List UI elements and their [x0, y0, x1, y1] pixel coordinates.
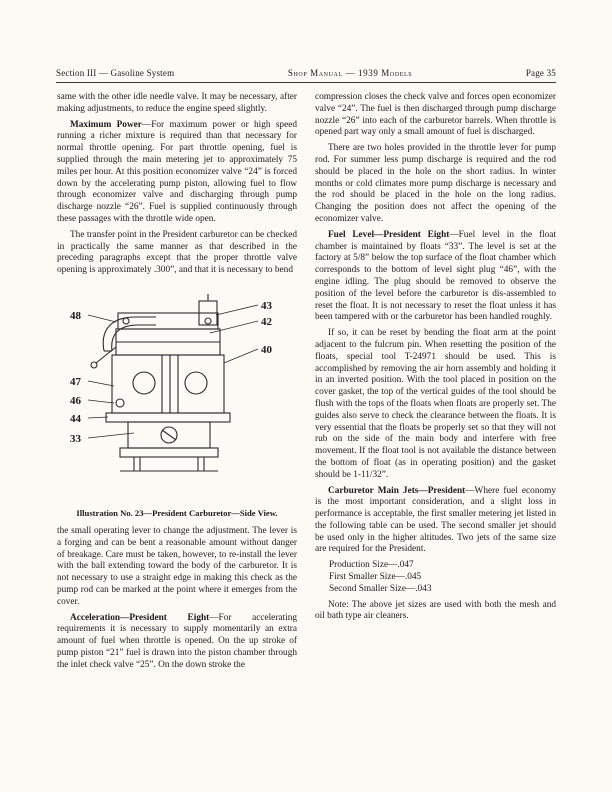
callout-47: 47	[70, 375, 81, 388]
paragraph	[315, 328, 556, 481]
paragraph-text: —For accelerating requirements it is necessary to supply momentarily an extra amount of fuel when throttle is opened. On the up stroke of pump piston “21” fuel is drawn into the piston chamber through the inlet check valve “25”. On the down stroke the	[57, 612, 297, 670]
header-manual-title: Shop Manual — 1939 Models	[287, 68, 413, 78]
paragraph-text: The transfer point in the President carburetor can be checked in practically the same manner as that described in the preceding paragraphs except that the proper throttle valve opening is approximately .300”, and that it is necessary to bend	[57, 229, 297, 276]
paragraph	[57, 613, 297, 672]
paragraph	[315, 143, 556, 226]
paragraph-text: If so, it can be reset by bending the float arm at the point adjacent to the fulcrum pin. When resetting the position of the floats, special tool T-24971 should be used. This is accomplished by removing the air horn assembly and holding it in an inverted position. With the tool placed in position on the cover gasket, the top of the vertical guides of the tool should be flush with the tops of the floats when floats are properly set. The guides also serve to check the clearance between the floats. It is very essential that the floats be properly set so that they will not rub on the side of the main body and interfere with free movement. If the float tool is not available the distance between the bottom of float (as in operating position) and the gasket should be 1-11/32”.	[315, 328, 556, 480]
paragraph	[315, 230, 556, 324]
right-column	[315, 92, 556, 627]
header-section-title: Section III — Gasoline System	[56, 68, 175, 78]
paragraph	[57, 230, 297, 277]
figure-caption: Illustration No. 23—President Carburetor—Side View.	[76, 507, 278, 518]
paragraph-text: —For maximum power or high speed running a richer mixture is required than that necessary for normal throttle opening. For part throttle opening, fuel is supplied through the main metering jet to approximately 75 miles per hour. At this position economizer valve “24” is forced down by the accelerating pump piston, allowing fuel to flow through economizer valve and discharging through pump discharge nozzle “26”. Fuel is supplied continuously through these passages with the throttle wide open.	[57, 119, 297, 224]
paragraph	[57, 120, 297, 226]
paragraph-text: compression closes the check valve and forces open economizer valve “24”. The fuel is then discharged through pump discharge nozzle “26” into each of the carburetor barrels. When throttle is opened part way only a small amount of fuel is discharged.	[315, 92, 556, 138]
carburetor-figure	[57, 289, 297, 506]
callout-33: 33	[70, 432, 81, 445]
paragraph-text: same with the other idle needle valve. It may be necessary, after making adjustments, to reduce the engine speed slightly.	[57, 92, 297, 114]
page-header	[56, 68, 556, 78]
left-column	[57, 92, 297, 676]
paragraph	[57, 526, 297, 609]
paragraph-text: the small operating lever to change the adjustment. The lever is a forging and can be bent a reasonable amount without danger of breakage. Care must be taken, however, to re-install the lever with the ball extending toward the body of the carburetor. It is not necessary to use a straight edge in making this check as the pump rod can be marked at the point where it emerges from the cover.	[57, 525, 297, 607]
paragraph-text: There are two holes provided in the throttle lever for pump rod. For summer less pump discharge is required and the rod should be placed in the hole on the short radius. In winter months or cold climates more pump discharge is necessary and the rod should be placed in the hole on the long radius. Changing the position does not affect the opening of the economizer valve.	[315, 143, 556, 224]
paragraph-text: —Where fuel economy is the most important consideration, and a slight loss in performance is acceptable, the first smaller metering jet listed in the following table can be used. The second smaller jet should be used only in the higher altitudes. Two jets of the same size are required for the President.	[315, 485, 556, 555]
jet-size-row: Production Size—.047	[329, 560, 414, 571]
callout-46: 46	[70, 394, 81, 407]
header-rule	[56, 82, 556, 83]
jet-size-table	[329, 560, 556, 595]
paragraph-lead: Acceleration—President Eight	[70, 612, 210, 623]
paragraph-lead: Carburetor Main Jets—President	[328, 485, 466, 496]
callout-48: 48	[70, 309, 81, 322]
callout-43: 43	[261, 299, 272, 312]
paragraph-text: Note: The above jet sizes are used with both the mesh and oil bath type air cleaners.	[315, 599, 556, 622]
carburetor-diagram	[58, 289, 296, 501]
paragraph-lead: Fuel Level—President Eight	[328, 229, 450, 240]
paragraph	[315, 486, 556, 557]
jet-size-row: Second Smaller Size—.043	[329, 583, 432, 594]
header-page-number: Page 35	[525, 68, 556, 78]
jet-size-row: First Smaller Size—.045	[329, 572, 422, 583]
callout-40: 40	[261, 343, 272, 356]
paragraph-lead: Maximum Power	[70, 119, 142, 130]
note-paragraph	[315, 600, 556, 624]
callout-44: 44	[70, 412, 81, 425]
paragraph-text: —Fuel level in the float chamber is maintained by floats “33”. The level is set at the factory at 5/8” below the top surface of the float chamber which corresponds to the bottom of level sight plug “46”, with the engine idling. The plug should be removed to observe the position of the level before the carburetor is dis-assembled to reset the float. It is not necessary to reset the float unless it has been tampered with or the carburetor has been handled roughly.	[315, 229, 556, 323]
paragraph	[315, 92, 556, 139]
callout-42: 42	[261, 315, 272, 328]
paragraph	[57, 92, 297, 116]
